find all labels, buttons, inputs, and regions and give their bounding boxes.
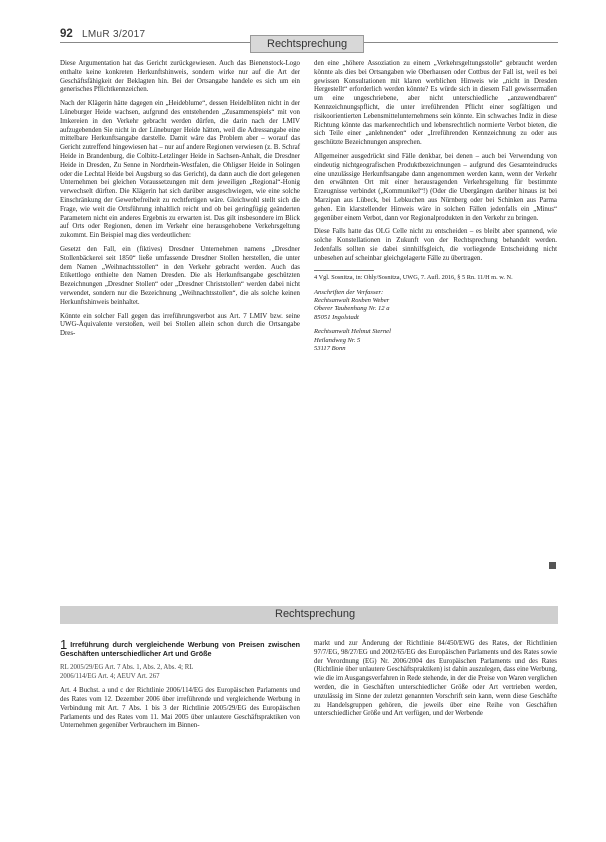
reference-line: 2006/114/EG Art. 4; AEUV Art. 267 (60, 672, 160, 680)
end-of-article-mark (549, 562, 556, 569)
author-street: Heilandweg Nr. 5 (314, 336, 361, 344)
paragraph: Allgemeiner ausgedrückt sind Fälle denkbar, bei denen – auch bei Verwendung von eindeutig nichtgeografischen Produktbezeichnungen – aufgrund des Gesamteindrucks eine unzulässige Herkunftsangabe dann angenommen werden kann, wenn der Verkehr den erwähnten Ort mit einer herausragenden Verkehrsgeltung für bestimmte Erzeugnisse verbindet („Kommunikel“!) (Oder die Ubergängen darüber hinaus ist bei Marzipan aus Lübeck, bei Lebkuchen aus Nürnberg oder bei Schinken aus Parma gehen. Ein klarstellender Hinweis wäre in solchen Fällen jedenfalls ein „Minus“ gegenüber einem Verbot, dann vor Regionalprodukten in den Verkehr zu bringen. (314, 152, 557, 222)
author-street: Oberer Taubenhang Nr. 12 a (314, 305, 390, 313)
paragraph: Diese Argumentation hat das Gericht zurückgewiesen. Auch das Bienenstock-Logo enthalte keine konkreten Herkunftshinweis, sondern wirke nur auf die Art der Geschäftsfähigkeit der Beklagten hin. Bei der Ortsangabe handele es sich um ein generisches Pflichtkennzeichen. (60, 60, 300, 94)
case-text-continued: markt und zur Änderung der Richtlinie 84/450/EWG des Rates, der Richtlinien 97/7/EG, 98/27/EG und 2002/65/EG des Europäischen Parlaments und des Rates sowie der Verordnung (EG) Nr. 2006/2004 des Europäischen Parlaments und des Rates (Richtlinie über unlautere Geschäftspraktiken) ist dahin auszulegen, dass eine Werbung, wie die im Ausgangsverfahren in Rede stehende, in der die Preise von Waren verglichen werden, die in Geschäften unterschiedlicher Größe oder Art vertrieben werden, unzulässig im Sinne der zuletzt genannten Vorschrift sein kann, wenn diese Geschäfte zu Handelsgruppen gehören, die jeweils über eine Reihe von Geschäften unterschiedlicher Größe und Art verfügen, und der Werbende (314, 640, 557, 718)
case-text: Art. 4 Buchst. a und c der Richtlinie 2006/114/EG des Europäischen Parlaments und des Rates vom 12. Dezember 2006 über irreführende und vergleichende Werbung in Verbindung mit Art. 7 Abs. 1 bis 3 der Richtlinie 2005/29/EG des Europäischen Parlaments und des Rates vom 11. Mai 2005 über unlautere Geschäftspraktiken von Unternehmen gegenüber Verbrauchern im Binnen- (60, 687, 300, 730)
journal-name: LMuR 3/2017 (82, 29, 146, 40)
section-banner-title: Rechtsprechung (275, 608, 356, 620)
addresses-label: Anschriften der Verfasser: (314, 288, 384, 296)
section-label: Rechtsprechung (250, 35, 364, 53)
page-number: 92 (60, 28, 73, 40)
reference-line: RL 2005/29/EG Art. 7 Abs. 1, Abs. 2, Abs. 4; RL (60, 664, 194, 671)
case-heading (60, 637, 300, 658)
author-city: 53117 Bonn (314, 344, 346, 352)
paragraph: Nach der Klägerin hätte dagegen ein „Heideblume“, dessen Heidelblüten nicht in der Lüneburger Heide wachsen, aufgrund des entstehenden „Zusammenspiels“ mit von Imkereien in den Verkehr gebracht werden dürfen, die darin nach der LMIV aufzugebenden Sie nicht in der Lüneburger Heide hätten, weil die Adressangabe eine mittelbare Herkunftsangabe darstelle. Damit wäre das Problem aber – worauf das Gericht zutreffend hingewiesen hat – nur auf andere Regionen verwiesen (z. B. Schraf Heide in Brandenburg, die Colbitz-Letzlinger Heide in Sachsen-Anhalt, die Dresdner Heide in Dresden, Zu Senne in Nordrhein-Westfalen, die Ohligser Heide in Solingen oder die Lechtal Heide bei Augsburg so das Gericht), da dann auch die dort gelegenen Unternehmen bei gleichen Voraussetzungen mit dem jeweiligen „Regional“-Honig verwechselt dürften. Die Klägerin hat sich darüber ausgeschwiegen, wie eine solche Einschränkung der Gewerbefreiheit zu rechtfertigen wäre. Gleichwohl stellt sich die Frage, wie weit die Ortsführung inhaltlich reicht und ob bei geringfügig geänderten Parametern nicht ein anderes Ergebnis zu erwarten ist. Das gilt insbesondere im Blick auf Orts oder Regionen, denen im Verkehr eine herausgehobene Verkehrsgeltung zukommt. Ein Beispiel mag dies verdeutlichen: (60, 100, 300, 240)
author-name: Rechtsanwalt Helmut Sternel (314, 328, 391, 336)
author-city: 85051 Ingolstadt (314, 313, 359, 321)
case-title: Irreführung durch vergleichende Werbung von Preisen zwischen Geschäften unterschiedlicher Art und Größe (60, 640, 300, 658)
column-right (314, 60, 557, 359)
section-banner (60, 604, 558, 626)
author-name: Rechtsanwalt Roxben Weber (314, 296, 390, 304)
case-column-left (60, 637, 300, 736)
case-column-right (314, 640, 557, 724)
case-references (60, 664, 300, 681)
column-left (60, 60, 300, 344)
paragraph: Könnte ein solcher Fall gegen das irreführungsverbot aus Art. 7 LMIV bzw. seine UWG-Äquivalente verstoßen, weil bei Stollen allein schon durch die Ortsangabe Dres- (60, 312, 300, 338)
paragraph: den eine „höhere Assoziation zu einem „Verkehrsgeltungsstolle“ gebraucht werden könnte als dies bei Ortsangaben wie Oberhausen oder Cottbus der Fall ist, weil es bei gewissen Konsultationen mit klaren werblichen Hinweis wie „nicht in Dresden Hergestellt“ erforderlich werden könnte? Es würde sich in diesem Fall gewissermaßen um eine ungeschriebene, aber nicht unterschiedliche „anzuwendbaren“ Kennzeichnungspflicht, die unter irreführenden Pflicht einer sogfältigen und risikoorientierten Lebensmittelunternehmens sein könnte. Ein schwaches Indiz in diese Richtung könnte das markenrechtlich und lebensrechtlich normierte Verbot bieten, die sich Teile einer „anlehnenden“ oder „Irreführenden Kennzeichnung zu oder aus geschützte Bezeichnungen ansprechen. (314, 60, 557, 147)
paragraph: Diese Falls hatte das OLG Celle nicht zu entscheiden – es bleibt aber spannend, wie solche Konstellationen in Zukunft von der Rechtsprechung behandelt werden. Jedenfalls sollten sie dabei sinnhilfsgleich, die vorliegende Entscheidung nicht unbesehen auf scheinbar gleichgelagerte Fälle zu übertragen. (314, 228, 557, 262)
footnote-divider (314, 270, 374, 271)
author-addresses (314, 289, 557, 354)
paragraph: Gesetzt den Fall, ein (fiktives) Dresdner Unternehmen namens „Dresdner Stollenbäckerei seit 1850“ ließe umfassende Dresdner Stollen herstellen, die unter dem Namen „Weihnachtsstollen“ in den Verkehr gebracht werden. Auch das Etikettlogo enthielte den Namen Dresden. Die als Herkunftsangabe geschützten Bezeichnungen „Dresdner Stollen“ oder „Dresdner Christstollen“ werden dabei nicht verwendet, sondern nur die Bezeichnung „Weihnachtsstollen“, die als solche keinen Herkunftshinweis beinhaltet. (60, 245, 300, 306)
case-number: 1 (60, 637, 68, 652)
footnote: 4 Vgl. Sosnitza, in: Ohly/Sosnitza, UWG, 7. Aufl. 2016, § 5 Rn. 11/H m. w. N. (314, 273, 513, 281)
page-header (60, 24, 558, 54)
